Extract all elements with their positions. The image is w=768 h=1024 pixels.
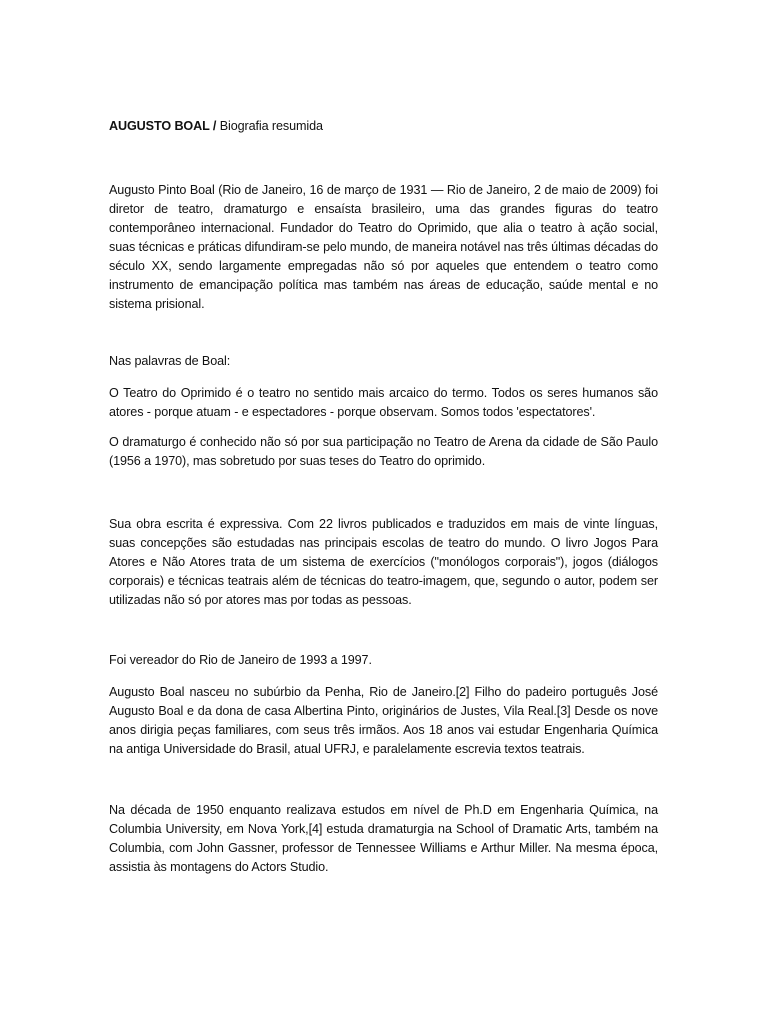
- title-sub: Biografia resumida: [219, 119, 323, 133]
- title-main: AUGUSTO BOAL /: [109, 119, 217, 133]
- paragraph-quote-intro: Nas palavras de Boal:: [109, 354, 231, 368]
- paragraph-decada-1950: Na década de 1950 enquanto realizava estudos em nível de Ph.D em Engenharia Química, na Columbia University, em Nova York,[4] estuda dramaturgia na School of Dramatic Arts, também na Columbia, com John Gassner, professor de Tennessee Williams e Arthur Miller. Na mesma época, assistia às montagens do Actors Studio.: [109, 803, 658, 874]
- paragraph-nascimento: Augusto Boal nasceu no subúrbio da Penha, Rio de Janeiro.[2] Filho do padeiro português José Augusto Boal e da dona de casa Albertina Pinto, originários de Justes, Vila Real.[3] Desde os nove anos dirigia peças familiares, com seus três irmãos. Aos 18 anos vai estudar Engenharia Química na antiga Universidade do Brasil, atual UFRJ, e paralelamente escrevia textos teatrais.: [109, 685, 658, 756]
- paragraph-quote: O Teatro do Oprimido é o teatro no sentido mais arcaico do termo. Todos os seres humanos são atores - porque atuam - e espectadores - porque observam. Somos todos 'espectatores'.: [109, 386, 658, 419]
- paragraph-obra-escrita: Sua obra escrita é expressiva. Com 22 livros publicados e traduzidos em mais de vinte línguas, suas concepções são estudadas nas principais escolas de teatro do mundo. O livro Jogos Para Atores e Não Atores trata de um sistema de exercícios ("monólogos corporais"), jogos (diálogos corporais) e técnicas teatrais além de técnicas do teatro-imagem, que, segundo o autor, podem ser utilizadas não só por atores mas por todas as pessoas.: [109, 517, 658, 607]
- paragraph-dramaturgo: O dramaturgo é conhecido não só por sua participação no Teatro de Arena da cidade de São Paulo (1956 a 1970), mas sobretudo por suas teses do Teatro do oprimido.: [109, 435, 658, 468]
- document-title: [109, 117, 658, 136]
- paragraph-vereador: Foi vereador do Rio de Janeiro de 1993 a 1997.: [109, 653, 372, 667]
- paragraph-biography-intro: Augusto Pinto Boal (Rio de Janeiro, 16 de março de 1931 — Rio de Janeiro, 2 de maio de 2009) foi diretor de teatro, dramaturgo e ensaísta brasileiro, uma das grandes figuras do teatro contemporâneo internacional. Fundador do Teatro do Oprimido, que alia o teatro à ação social, suas técnicas e práticas difundiram-se pelo mundo, de maneira notável nas três últimas décadas do século XX, sendo largamente empregadas não só por aqueles que entendem o teatro como instrumento de emancipação política mas também nas áreas de educação, saúde mental e no sistema prisional.: [109, 183, 658, 311]
